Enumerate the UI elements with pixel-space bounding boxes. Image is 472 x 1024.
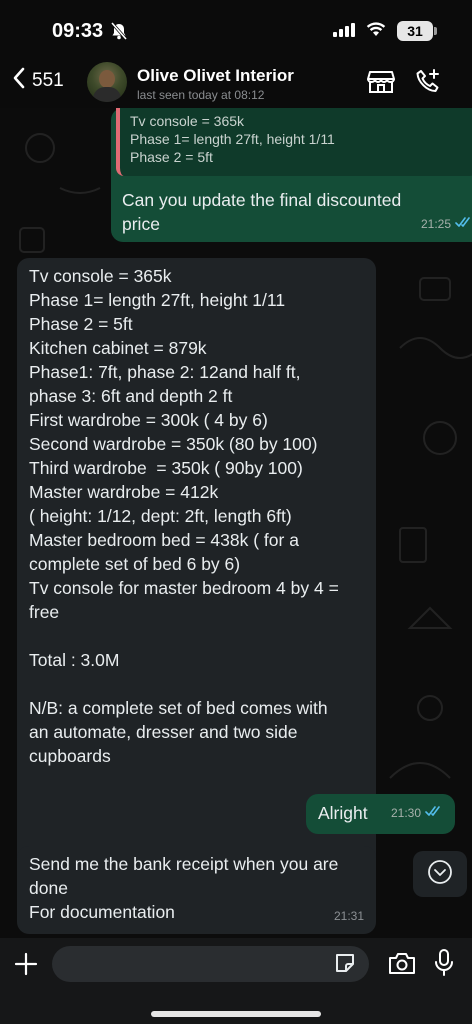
last-seen: last seen today at 08:12 [137, 88, 265, 102]
chat-area[interactable] [0, 108, 472, 938]
chevron-down-icon [427, 859, 453, 890]
message-time: 21:31 [333, 909, 364, 923]
back-chevron-icon [12, 66, 26, 95]
chat-header [0, 58, 472, 108]
message-text: Can you update the final discounted price [122, 190, 402, 234]
silent-bell-icon [111, 22, 127, 45]
incoming-message[interactable] [17, 846, 376, 934]
home-indicator [151, 1011, 321, 1017]
quote-line: Phase 2 = 5ft [130, 149, 213, 165]
mic-icon[interactable] [434, 948, 454, 983]
message-time: 21:25 [420, 217, 451, 231]
battery-tip [434, 27, 437, 35]
message-text: Tv console = 365k Phase 1= length 27ft, height 1/11 Phase 2 = 5ft Kitchen cabinet = 879k Phase1: 7ft, phase 2: 12and half ft, phase 3: 6ft and depth 2 ft First wardrobe = 300k ( 4 by 6) Second wardrobe = 350k (80 by 100) Third wardrobe = 350k ( 90by 100) Master wardrobe = 412k ( height: 1/12, dept: 2ft, length 6ft) Master bedroom bed = 438k ( for a complete set of bed 6 by 6) Tv console for master bedroom 4 by 4 = free Total : 3.0M N/B: a complete set of bed comes with an automate, dresser and two side cupboards [29, 266, 339, 766]
sticker-icon[interactable] [334, 952, 356, 979]
back-button[interactable] [12, 66, 64, 95]
scroll-to-bottom-button[interactable] [413, 851, 467, 897]
plus-icon[interactable] [14, 952, 38, 981]
contact-name[interactable]: Olive Olivet Interior [137, 66, 294, 85]
message-input[interactable] [52, 946, 369, 982]
status-bar [0, 0, 472, 58]
outgoing-message[interactable] [111, 108, 472, 242]
add-call-icon[interactable] [415, 68, 441, 99]
outgoing-message[interactable] [306, 794, 455, 834]
wifi-icon [366, 22, 386, 42]
quote-line: Tv console = 365k [130, 113, 245, 129]
message-meta [334, 904, 364, 928]
double-check-icon [425, 801, 443, 825]
message-meta [391, 801, 443, 825]
composer-bar [0, 938, 472, 1024]
quoted-message[interactable] [116, 108, 472, 176]
message-text: Send me the bank receipt when you are done For documentation [29, 854, 339, 922]
message-meta [421, 212, 472, 236]
signal-icon [333, 23, 355, 42]
status-time: 09:33 [52, 20, 104, 42]
incoming-message[interactable] [17, 258, 376, 882]
battery-indicator: 31 [397, 21, 433, 41]
double-check-icon [455, 212, 472, 236]
avatar[interactable] [87, 62, 127, 102]
quote-line: Phase 1= length 27ft, height 1/11 [130, 131, 335, 147]
message-text: Alright [318, 803, 368, 823]
message-time: 21:30 [390, 806, 421, 820]
store-icon[interactable] [367, 70, 395, 99]
unread-count: 551 [32, 69, 64, 91]
camera-icon[interactable] [388, 951, 416, 980]
